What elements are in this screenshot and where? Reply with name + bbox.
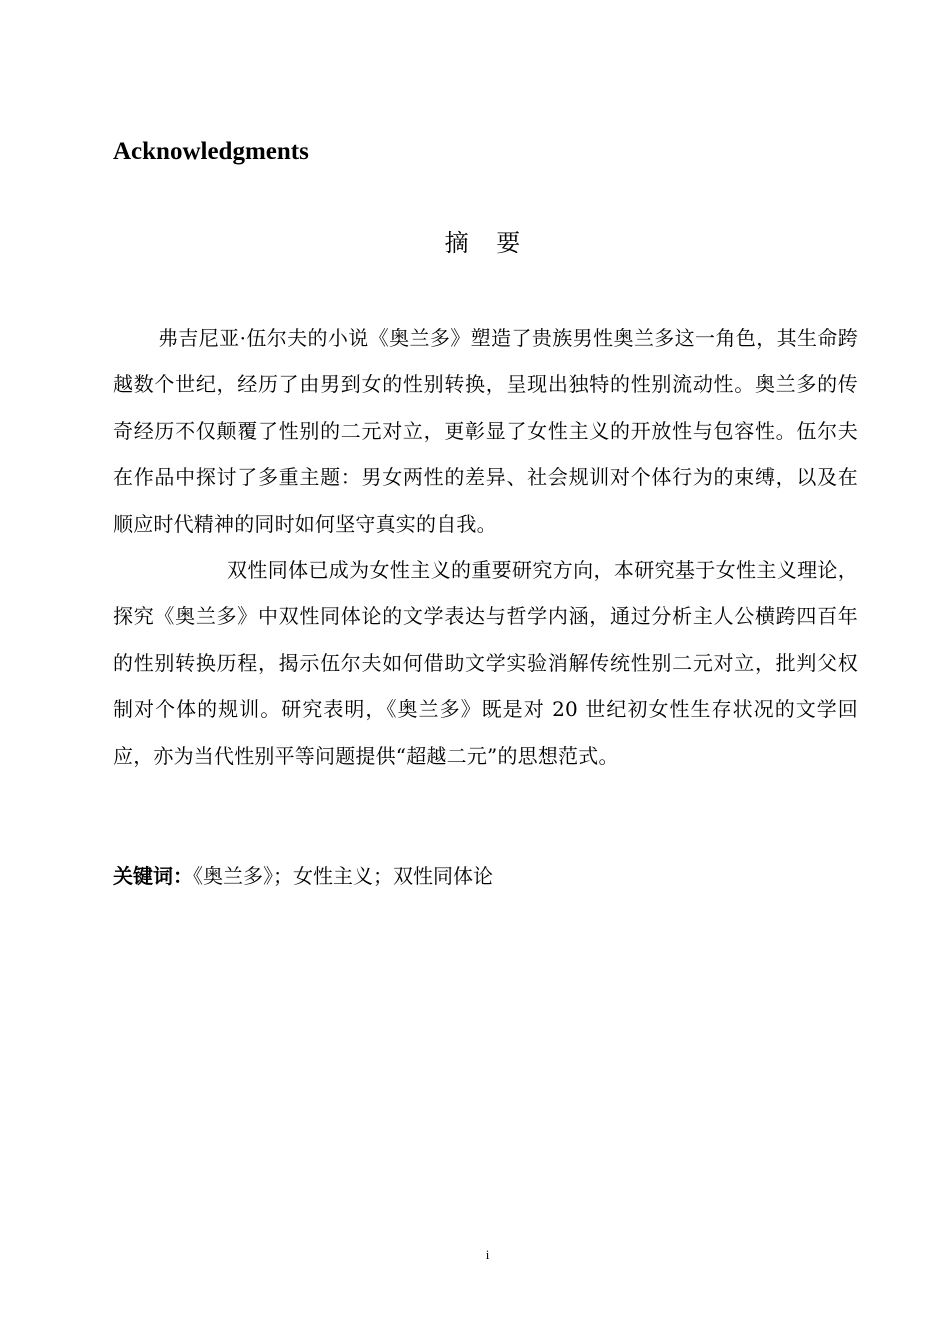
keywords-label: 关键词：	[113, 864, 193, 888]
keywords-value: 《奥兰多》；女性主义；双性同体论	[193, 864, 493, 888]
abstract-paragraph-1: 弗吉尼亚·伍尔夫的小说《奥兰多》塑造了贵族男性奥兰多这一角色，其生命跨越数个世纪，经历了由男到女的性别转换，呈现出独特的性别流动性。奥兰多的传奇经历不仅颠覆了性别的二元对立，更彰显了女性主义的开放性与包容性。伍尔夫在作品中探讨了多重主题：男女两性的差异、社会规训对个体行为的束缚，以及在顺应时代精神的同时如何坚守真实的自我。	[113, 326, 858, 536]
acknowledgments-heading: Acknowledgments	[113, 138, 309, 165]
abstract-title: 摘 要	[444, 229, 531, 257]
abstract-body	[113, 315, 858, 779]
abstract-paragraph-2: 双性同体已成为女性主义的重要研究方向，本研究基于女性主义理论，探究《奥兰多》中双性同体论的文学表达与哲学内涵，通过分析主人公横跨四百年的性别转换历程，揭示伍尔夫如何借助文学实验消解传统性别二元对立，批判父权制对个体的规训。研究表明，《奥兰多》既是对 20 世纪初女性生存状况的文学回应，亦为当代性别平等问题提供“超越二元”的思想范式。	[113, 558, 858, 768]
keywords-line	[113, 860, 493, 892]
page-number: i	[485, 1247, 490, 1262]
